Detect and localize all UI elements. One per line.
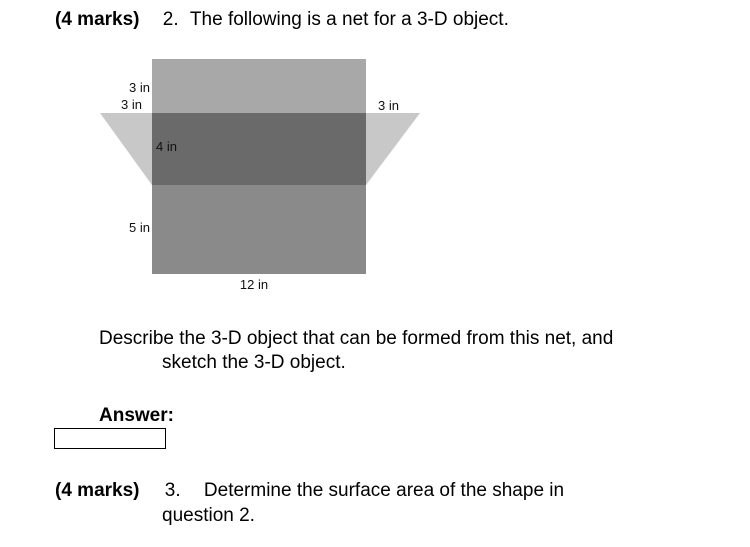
question-2-marks: (4 marks) bbox=[55, 9, 140, 30]
label-right-triangle: 3 in bbox=[378, 98, 399, 113]
question-3-prompt-line-2: question 2. bbox=[162, 505, 255, 526]
question-3-prompt-line-1: Determine the surface area of the shape in bbox=[203, 480, 565, 501]
question-2-instruction-line-1: Describe the 3-D object that can be formed from this net, and bbox=[99, 328, 614, 349]
answer-label: Answer: bbox=[99, 405, 174, 426]
label-bottom-height: 5 in bbox=[129, 220, 150, 235]
net-bottom-face bbox=[152, 185, 366, 274]
label-left-triangle: 3 in bbox=[121, 97, 142, 112]
question-2-instruction-line-2: sketch the 3-D object. bbox=[162, 352, 346, 373]
net-top-face bbox=[152, 59, 366, 113]
net-right-triangle bbox=[366, 113, 420, 185]
question-2-number: 2. bbox=[162, 9, 179, 30]
question-3-marks: (4 marks) bbox=[55, 480, 140, 501]
question-2-prompt: The following is a net for a 3-D object. bbox=[189, 9, 509, 30]
question-2-instruction bbox=[99, 327, 739, 375]
answer-input-box[interactable] bbox=[54, 428, 166, 449]
net-middle-face bbox=[152, 113, 366, 185]
net-left-triangle bbox=[100, 113, 152, 185]
label-middle-height: 4 in bbox=[156, 139, 177, 154]
question-3-header bbox=[55, 480, 564, 502]
label-top-height: 3 in bbox=[129, 80, 150, 95]
label-width: 12 in bbox=[239, 277, 269, 292]
question-3-number: 3. bbox=[164, 480, 181, 501]
